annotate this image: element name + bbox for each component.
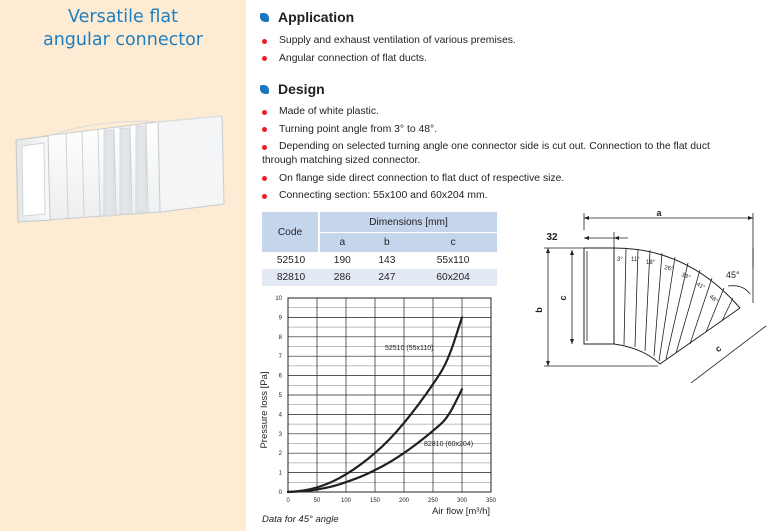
y-axis-ticks: [275, 296, 282, 496]
bullet-dot-icon: [262, 194, 267, 199]
x-tick-label: 50: [313, 498, 321, 504]
bullet-dot-icon: [262, 127, 267, 132]
connector-dimension-diagram: [528, 208, 768, 383]
x-tick-label: 350: [485, 498, 497, 504]
x-tick-label: 0: [286, 498, 290, 504]
x-tick-label: 100: [340, 498, 352, 504]
table-row: [262, 252, 497, 269]
application-heading-text: Application: [278, 9, 355, 25]
segment-angle-label: 48°: [707, 294, 719, 305]
y-tick-label: 6: [278, 373, 282, 380]
table-row: [262, 269, 497, 286]
flange-outline: [584, 248, 614, 344]
dimension-a-label: a: [656, 208, 662, 218]
design-item: [262, 189, 752, 203]
table-cell-code: 82810: [276, 272, 306, 283]
design-heading-text: Design: [278, 81, 325, 97]
table-cell-b: 247: [378, 272, 396, 283]
column-header-c: c: [409, 233, 497, 252]
table-cell-c: 60x204: [436, 272, 470, 283]
y-tick-label: 9: [278, 315, 282, 322]
bullet-dot-icon: [262, 56, 267, 61]
dimensions-table: [262, 212, 497, 286]
design-item: [262, 123, 752, 137]
series-label-52510: 52510 (55x110): [385, 345, 434, 352]
table-cell-code: 52510: [276, 255, 306, 266]
segment-angle-label: 11°: [631, 257, 640, 263]
code-header: Code: [262, 212, 320, 252]
segment-angle-label: 26°: [663, 265, 674, 273]
segment-angle-label: 3°: [617, 257, 623, 263]
section-bullet-icon: [260, 85, 269, 94]
table-cell-a: 286: [333, 272, 351, 283]
x-axis-ticks: [286, 498, 496, 504]
x-tick-label: 300: [456, 498, 468, 504]
y-tick-label: 3: [278, 431, 282, 438]
x-axis-label: Air flow [m³/h]: [431, 506, 491, 517]
product-title-line-1: Versatile flat: [68, 7, 178, 27]
x-tick-label: 200: [398, 498, 410, 504]
body-inner-edge: [614, 308, 740, 364]
table-cell-a: 190: [333, 255, 351, 266]
design-item-text: Made of white plastic.: [279, 106, 379, 117]
y-tick-label: 2: [278, 451, 282, 458]
table-cell-c: 55x110: [436, 255, 470, 266]
application-item-text: Supply and exhaust ventilation of various premises.: [279, 35, 516, 46]
segment-angle-label: 18°: [646, 260, 656, 266]
application-heading: [260, 9, 354, 25]
column-header-b: b: [365, 233, 410, 252]
dimensions-header: Dimensions [mm]: [320, 212, 497, 233]
x-tick-label: 250: [427, 498, 439, 504]
pressure-loss-chart: [255, 292, 505, 520]
connector-product-image: [8, 108, 233, 228]
application-item-text: Angular connection of flat ducts.: [279, 52, 427, 64]
product-title: [0, 6, 246, 52]
product-title-line-2: angular connector: [42, 30, 204, 50]
application-item: [262, 52, 752, 66]
column-header-a: a: [320, 233, 365, 252]
design-item: [262, 105, 752, 119]
bullet-dot-icon: [262, 110, 267, 115]
design-item-text: On flange side direct connection to flat duct of respective size.: [279, 172, 565, 184]
y-axis-label: Pressure loss [Pa]: [259, 371, 270, 449]
design-item-text: Connecting section: 55x100 and 60x204 mm.: [279, 190, 488, 201]
design-list: [262, 105, 752, 207]
segment-angle-label: 33°: [680, 272, 691, 282]
table-header-row: [262, 212, 497, 233]
section-bullet-icon: [260, 13, 269, 22]
y-tick-label: 10: [275, 296, 282, 302]
design-item-text-line-1: Depending on selected turning angle one connector side is cut out. Connection to the flat duct: [279, 141, 710, 152]
dimension-b-label: b: [534, 307, 544, 313]
application-item: [262, 34, 752, 48]
bullet-dot-icon: [262, 145, 267, 150]
design-item-text: Turning point angle from 3° to 48°.: [279, 123, 438, 135]
bullet-dot-icon: [262, 176, 267, 181]
angle-arc: [728, 286, 750, 294]
dimension-flange-label: 32: [546, 232, 558, 243]
y-tick-label: 8: [278, 334, 282, 341]
design-item-text-line-2: through matching sized connector.: [262, 155, 421, 166]
product-panel: [0, 0, 246, 531]
table-cell-b: 143: [378, 255, 396, 266]
angle-label: 45°: [726, 270, 740, 280]
y-tick-label: 1: [278, 470, 282, 477]
y-tick-label: 5: [278, 393, 282, 399]
x-tick-label: 150: [369, 498, 381, 504]
design-item: [262, 140, 752, 168]
y-tick-label: 0: [278, 490, 282, 496]
y-tick-label: 4: [278, 412, 282, 419]
design-heading: [260, 81, 325, 97]
y-tick-label: 7: [278, 354, 282, 361]
application-list: [262, 34, 752, 69]
segment-angle-label: 41°: [694, 281, 706, 292]
bullet-dot-icon: [262, 39, 267, 44]
design-item: [262, 172, 752, 186]
dimension-c-label: c: [558, 295, 568, 301]
chart-footnote: Data for 45° angle: [262, 514, 339, 525]
series-label-82810: 82810 (60x204): [424, 441, 474, 448]
dimension-c-arc-label: c: [713, 343, 724, 355]
